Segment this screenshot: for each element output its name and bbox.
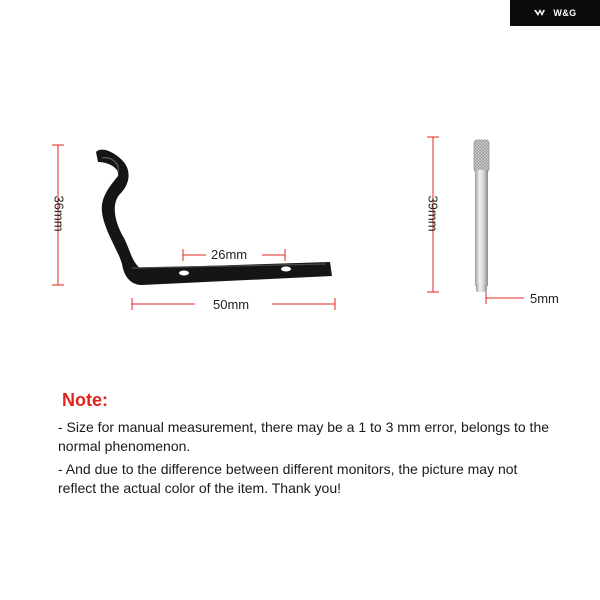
brand-name: W&G [553,8,577,18]
pin-length-label: 39mm [425,195,441,232]
pin-image [474,140,489,292]
note-title: Note: [62,390,108,410]
bracket-length-label: 50mm [213,297,250,312]
bracket-height-label: 36mm [51,195,67,232]
pin-diameter-label: 5mm [530,291,559,306]
note-line-1: - Size for manual measurement, there may be a 1 to 3 mm error, belongs to the normal phenomenon. [58,419,550,454]
note-line-2: - And due to the difference between different monitors, the picture may not reflect the actual color of the item. Thank you! [58,461,518,496]
hole-spacing-label: 26mm [211,247,248,262]
bracket-image [96,150,332,285]
bracket-hole-left [179,271,189,276]
bracket-hole-right [281,267,291,272]
